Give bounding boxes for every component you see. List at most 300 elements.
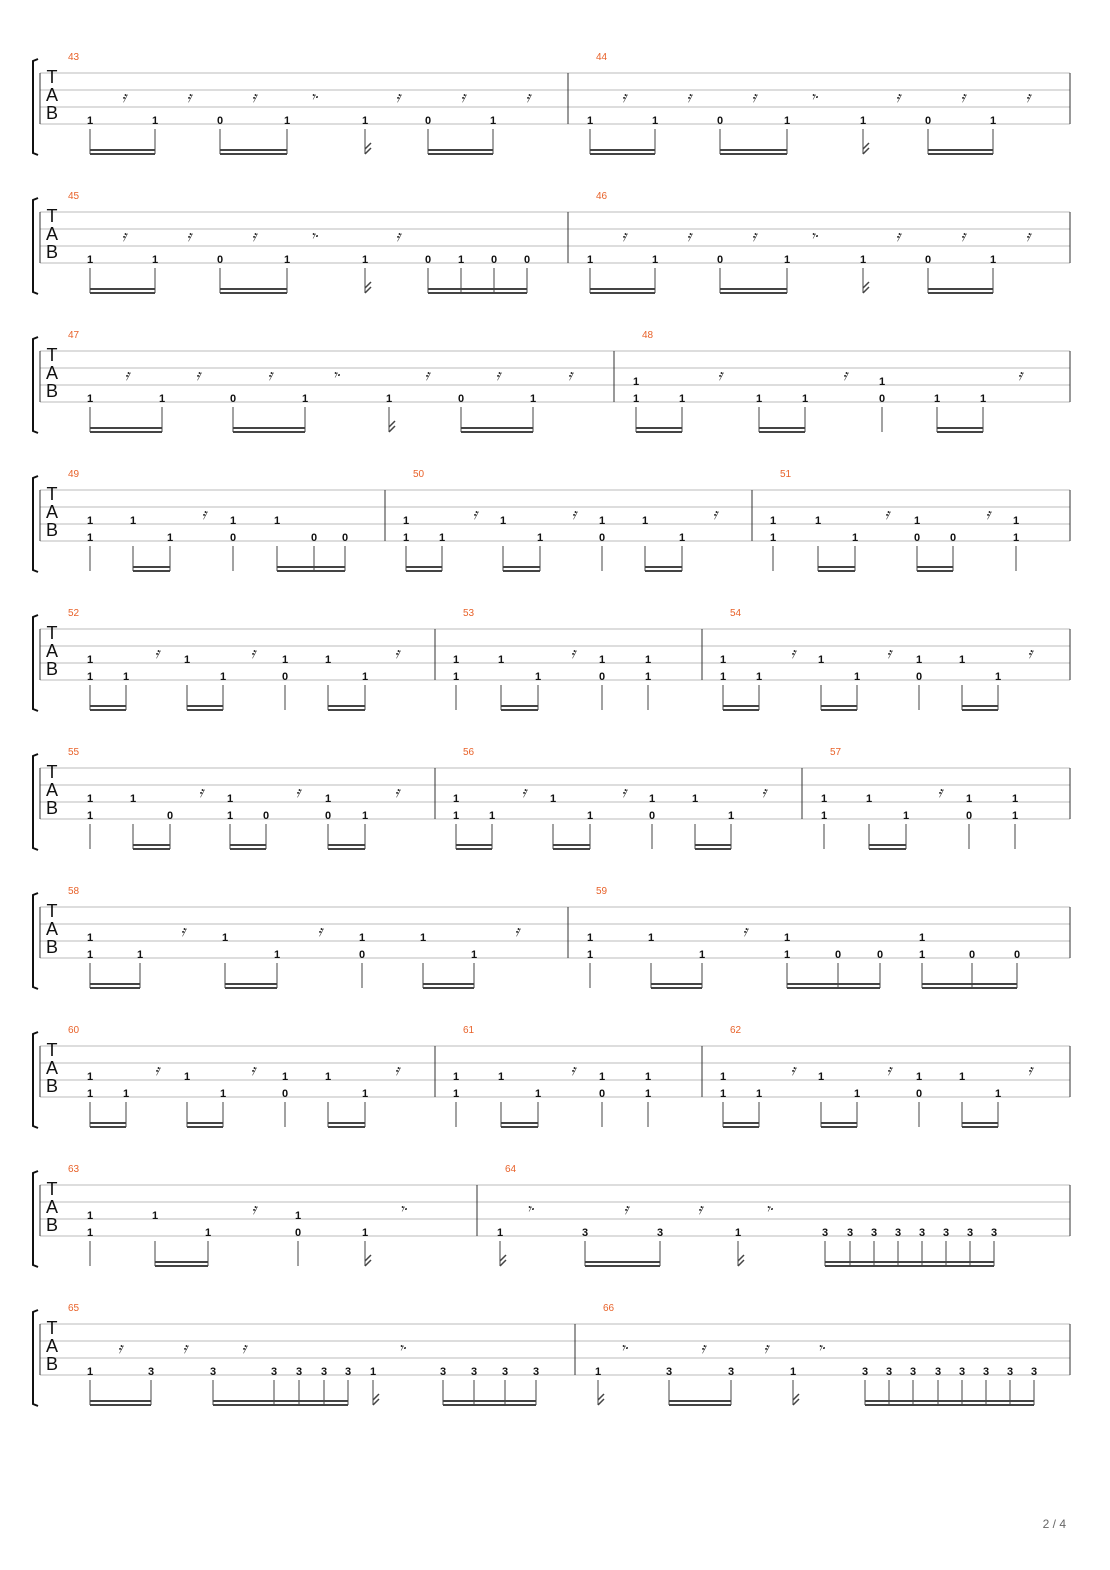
- fret-number: 1: [958, 1071, 966, 1083]
- note-flag: [500, 1255, 506, 1266]
- measure: [821, 747, 1018, 849]
- measure-number: 50: [413, 469, 425, 480]
- fret-number: 0: [229, 532, 237, 544]
- sixteenth-rest: 𝄿: [201, 505, 207, 523]
- measure: [68, 52, 533, 154]
- measure: [68, 1025, 402, 1127]
- tab-clef-letter: T: [46, 1318, 58, 1338]
- sixteenth-rest: 𝄿: [751, 227, 757, 245]
- sixteenth-rest: 𝄿: [241, 1339, 247, 1357]
- sixteenth-rest: 𝄿: [1017, 366, 1023, 384]
- fret-number: 1: [151, 115, 159, 127]
- fret-number: 1: [534, 1088, 542, 1100]
- fret-number: 3: [344, 1366, 352, 1378]
- tab-clef-letter: T: [46, 67, 58, 87]
- fret-number: 1: [324, 654, 332, 666]
- sixteenth-rest: 𝄿: [521, 783, 527, 801]
- sixteenth-rest: 𝄿: [895, 227, 901, 245]
- sixteenth-rest: 𝄿: [700, 1339, 706, 1357]
- fret-number: 1: [361, 671, 369, 683]
- fret-number: 1: [755, 671, 763, 683]
- sixteenth-rest: 𝄿: [763, 1339, 769, 1357]
- sixteenth-rest: 𝄿: [717, 366, 723, 384]
- tab-clef-letter: T: [46, 484, 58, 504]
- fret-number: 1: [281, 1071, 289, 1083]
- fret-number: 3: [990, 1227, 998, 1239]
- measure-number: 58: [68, 886, 80, 897]
- fret-number: 1: [294, 1210, 302, 1222]
- measure: [720, 1025, 1035, 1127]
- fret-number: 1: [86, 793, 94, 805]
- fret-number: 3: [1030, 1366, 1038, 1378]
- note-flag: [738, 1255, 744, 1266]
- measure-number: 51: [780, 469, 792, 480]
- measure-number: 55: [68, 747, 80, 758]
- fret-number: 1: [151, 254, 159, 266]
- fret-number: 1: [219, 1088, 227, 1100]
- fret-number: 1: [183, 1071, 191, 1083]
- sixteenth-rest: 𝄿: [154, 644, 160, 662]
- fret-number: 1: [324, 793, 332, 805]
- fret-number: 1: [979, 393, 987, 405]
- staff-system: [33, 191, 1070, 294]
- fret-number: 1: [229, 515, 237, 527]
- fret-number: 1: [651, 254, 659, 266]
- fret-number: 3: [727, 1366, 735, 1378]
- staff-system: [33, 1303, 1070, 1406]
- measure-number: 48: [642, 330, 654, 341]
- fret-number: 1: [594, 1366, 602, 1378]
- fret-number: 1: [641, 515, 649, 527]
- measure-number: 45: [68, 191, 80, 202]
- measure: [453, 747, 769, 849]
- fret-number: 1: [994, 671, 1002, 683]
- fret-number: 3: [470, 1366, 478, 1378]
- fret-number: 1: [358, 932, 366, 944]
- sixteenth-rest: 𝄿: [251, 88, 257, 106]
- eighth-dotted-rest: 𝄾·: [310, 88, 320, 106]
- fret-number: 1: [529, 393, 537, 405]
- fret-number: 1: [497, 1071, 505, 1083]
- fret-number: 1: [452, 810, 460, 822]
- fret-number: 0: [1013, 949, 1021, 961]
- fret-number: 0: [949, 532, 957, 544]
- sixteenth-rest: 𝄿: [186, 88, 192, 106]
- fret-number: 1: [534, 671, 542, 683]
- fret-number: 1: [789, 1366, 797, 1378]
- fret-number: 0: [598, 532, 606, 544]
- fret-number: 1: [166, 532, 174, 544]
- system-bracket: [33, 754, 38, 850]
- fret-number: 1: [369, 1366, 377, 1378]
- measure-number: 64: [505, 1164, 517, 1175]
- fret-number: 3: [581, 1227, 589, 1239]
- fret-number: 1: [586, 810, 594, 822]
- measure: [453, 1025, 651, 1127]
- fret-number: 0: [915, 671, 923, 683]
- fret-number: 0: [229, 393, 237, 405]
- fret-number: 0: [262, 810, 270, 822]
- fret-number: 1: [86, 1210, 94, 1222]
- sixteenth-rest: 𝄿: [886, 644, 892, 662]
- fret-number: 1: [734, 1227, 742, 1239]
- fret-number: 1: [817, 1071, 825, 1083]
- measure: [68, 747, 402, 849]
- fret-number: 1: [783, 254, 791, 266]
- measure: [587, 191, 1033, 293]
- fret-number: 0: [281, 671, 289, 683]
- fret-number: 1: [678, 393, 686, 405]
- fret-number: 1: [727, 810, 735, 822]
- sixteenth-rest: 𝄿: [567, 366, 573, 384]
- fret-number: 3: [821, 1227, 829, 1239]
- sixteenth-rest: 𝄿: [623, 1200, 629, 1218]
- sixteenth-rest: 𝄿: [317, 922, 323, 940]
- fret-number: 1: [913, 515, 921, 527]
- sixteenth-rest: 𝄿: [686, 227, 692, 245]
- fret-number: 1: [586, 949, 594, 961]
- fret-number: 0: [598, 1088, 606, 1100]
- fret-number: 1: [204, 1227, 212, 1239]
- fret-number: 1: [122, 671, 130, 683]
- fret-number: 1: [647, 932, 655, 944]
- fret-number: 1: [273, 515, 281, 527]
- tab-clef-letter: T: [46, 1040, 58, 1060]
- fret-number: 1: [644, 1071, 652, 1083]
- tab-clef-letter: A: [45, 1336, 59, 1356]
- measure: [68, 1164, 408, 1266]
- fret-number: 3: [320, 1366, 328, 1378]
- system-bracket: [33, 476, 38, 572]
- sixteenth-rest: 𝄿: [394, 783, 400, 801]
- eighth-dotted-rest: 𝄾·: [620, 1339, 630, 1357]
- fret-number: 0: [878, 393, 886, 405]
- sixteenth-rest: 𝄿: [985, 505, 991, 523]
- measure-number: 46: [596, 191, 608, 202]
- fret-number: 1: [470, 949, 478, 961]
- fret-number: 1: [769, 515, 777, 527]
- fret-number: 0: [915, 1088, 923, 1100]
- tab-clef-letter: B: [45, 937, 59, 957]
- fret-number: 3: [870, 1227, 878, 1239]
- tab-clef-letter: B: [45, 659, 59, 679]
- fret-number: 3: [958, 1366, 966, 1378]
- tab-clef-letter: A: [45, 1058, 59, 1078]
- fret-number: 1: [1012, 532, 1020, 544]
- fret-number: 1: [86, 115, 94, 127]
- fret-number: 1: [129, 515, 137, 527]
- fret-number: 1: [86, 932, 94, 944]
- sixteenth-rest: 𝄿: [886, 1061, 892, 1079]
- fret-number: 3: [966, 1227, 974, 1239]
- fret-number: 3: [501, 1366, 509, 1378]
- sixteenth-rest: 𝄿: [570, 644, 576, 662]
- sixteenth-rest: 𝄿: [751, 88, 757, 106]
- fret-number: 1: [820, 793, 828, 805]
- sixteenth-rest: 𝄿: [570, 1061, 576, 1079]
- fret-number: 1: [915, 1071, 923, 1083]
- measure: [497, 1164, 997, 1266]
- fret-number: 1: [361, 1088, 369, 1100]
- staff-system: [33, 52, 1070, 155]
- staff-system: [33, 469, 1070, 572]
- fret-number: 1: [644, 671, 652, 683]
- measure-number: 63: [68, 1164, 80, 1175]
- sixteenth-rest: 𝄿: [1025, 88, 1031, 106]
- fret-number: 1: [136, 949, 144, 961]
- sixteenth-rest: 𝄿: [960, 88, 966, 106]
- fret-number: 1: [221, 932, 229, 944]
- fret-number: 3: [147, 1366, 155, 1378]
- fret-number: 1: [452, 793, 460, 805]
- sixteenth-rest: 𝄿: [121, 227, 127, 245]
- fret-number: 3: [656, 1227, 664, 1239]
- fret-number: 0: [424, 115, 432, 127]
- system-bracket: [33, 1171, 38, 1267]
- tab-clef-letter: T: [46, 762, 58, 782]
- fret-number: 3: [1006, 1366, 1014, 1378]
- sixteenth-rest: 𝄿: [495, 366, 501, 384]
- tab-clef-letter: B: [45, 103, 59, 123]
- fret-number: 1: [719, 1071, 727, 1083]
- fret-number: 1: [536, 532, 544, 544]
- fret-number: 1: [994, 1088, 1002, 1100]
- fret-number: 1: [878, 376, 886, 388]
- sixteenth-rest: 𝄿: [460, 88, 466, 106]
- system-bracket: [33, 615, 38, 711]
- fret-number: 1: [86, 254, 94, 266]
- fret-number: 1: [86, 532, 94, 544]
- fret-number: 1: [859, 254, 867, 266]
- fret-number: 3: [209, 1366, 217, 1378]
- fret-number: 3: [295, 1366, 303, 1378]
- fret-number: 1: [965, 793, 973, 805]
- system-bracket: [33, 198, 38, 294]
- eighth-dotted-rest: 𝄾·: [332, 366, 342, 384]
- note-flag: [373, 1394, 379, 1405]
- staff-system: [33, 1164, 1070, 1267]
- sixteenth-rest: 𝄿: [895, 88, 901, 106]
- fret-number: 1: [86, 654, 94, 666]
- fret-number: 0: [716, 115, 724, 127]
- tab-clef-letter: A: [45, 641, 59, 661]
- tab-clef-letter: B: [45, 1076, 59, 1096]
- fret-number: 1: [86, 1088, 94, 1100]
- measure-number: 61: [463, 1025, 475, 1036]
- measure-number: 56: [463, 747, 475, 758]
- fret-number: 3: [532, 1366, 540, 1378]
- fret-number: 3: [861, 1366, 869, 1378]
- sixteenth-rest: 𝄿: [251, 1200, 257, 1218]
- fret-number: 1: [361, 115, 369, 127]
- sixteenth-rest: 𝄿: [250, 644, 256, 662]
- fret-number: 1: [438, 532, 446, 544]
- fret-number: 1: [452, 671, 460, 683]
- system-bracket: [33, 337, 38, 433]
- system-bracket: [33, 893, 38, 989]
- fret-number: 1: [644, 654, 652, 666]
- measure-number: 59: [596, 886, 608, 897]
- measure: [68, 191, 530, 293]
- measure: [68, 886, 522, 988]
- fret-number: 1: [122, 1088, 130, 1100]
- fret-number: 1: [361, 1227, 369, 1239]
- eighth-dotted-rest: 𝄾·: [526, 1200, 536, 1218]
- eighth-dotted-rest: 𝄾·: [399, 1200, 409, 1218]
- system-bracket: [33, 1032, 38, 1128]
- fret-number: 1: [755, 393, 763, 405]
- measure: [770, 469, 1019, 571]
- fret-number: 1: [989, 254, 997, 266]
- fret-number: 3: [846, 1227, 854, 1239]
- tab-clef-letter: B: [45, 798, 59, 818]
- fret-number: 1: [1012, 515, 1020, 527]
- measure-number: 49: [68, 469, 80, 480]
- fret-number: 1: [989, 115, 997, 127]
- sixteenth-rest: 𝄿: [250, 1061, 256, 1079]
- fret-number: 1: [859, 115, 867, 127]
- sixteenth-rest: 𝄿: [697, 1200, 703, 1218]
- sixteenth-rest: 𝄿: [761, 783, 767, 801]
- sixteenth-rest: 𝄿: [186, 227, 192, 245]
- eighth-dotted-rest: 𝄾·: [817, 1339, 827, 1357]
- sixteenth-rest: 𝄿: [394, 644, 400, 662]
- sixteenth-rest: 𝄿: [394, 1061, 400, 1079]
- staff-system: [33, 330, 1070, 433]
- sixteenth-rest: 𝄿: [525, 88, 531, 106]
- sixteenth-rest: 𝄿: [295, 783, 301, 801]
- fret-number: 1: [853, 1088, 861, 1100]
- fret-number: 1: [598, 515, 606, 527]
- fret-number: 3: [894, 1227, 902, 1239]
- fret-number: 1: [644, 1088, 652, 1100]
- fret-number: 1: [678, 532, 686, 544]
- fret-number: 0: [294, 1227, 302, 1239]
- note-flag: [365, 282, 371, 293]
- sixteenth-rest: 𝄿: [124, 366, 130, 384]
- fret-number: 0: [598, 671, 606, 683]
- measure-number: 62: [730, 1025, 742, 1036]
- sixteenth-rest: 𝄿: [621, 783, 627, 801]
- fret-number: 0: [341, 532, 349, 544]
- fret-number: 1: [933, 393, 941, 405]
- fret-number: 1: [86, 1071, 94, 1083]
- fret-number: 1: [457, 254, 465, 266]
- fret-number: 0: [457, 393, 465, 405]
- tab-clef-letter: T: [46, 1179, 58, 1199]
- sixteenth-rest: 𝄿: [712, 505, 718, 523]
- sixteenth-rest: 𝄿: [182, 1339, 188, 1357]
- measure: [68, 330, 575, 432]
- sixteenth-rest: 𝄿: [790, 1061, 796, 1079]
- fret-number: 1: [817, 654, 825, 666]
- tab-clef-letter: A: [45, 85, 59, 105]
- fret-number: 3: [270, 1366, 278, 1378]
- system-bracket: [33, 59, 38, 155]
- staff-system: [33, 1025, 1070, 1128]
- fret-number: 3: [439, 1366, 447, 1378]
- fret-number: 0: [965, 810, 973, 822]
- sixteenth-rest: 𝄿: [884, 505, 890, 523]
- fret-number: 1: [129, 793, 137, 805]
- fret-number: 3: [934, 1366, 942, 1378]
- fret-number: 1: [324, 1071, 332, 1083]
- fret-number: 0: [216, 115, 224, 127]
- fret-number: 1: [489, 115, 497, 127]
- fret-number: 0: [913, 532, 921, 544]
- fret-number: 1: [769, 532, 777, 544]
- sixteenth-rest: 𝄿: [1027, 1061, 1033, 1079]
- fret-number: 3: [885, 1366, 893, 1378]
- fret-number: 1: [549, 793, 557, 805]
- fret-number: 3: [982, 1366, 990, 1378]
- fret-number: 1: [598, 654, 606, 666]
- fret-number: 3: [665, 1366, 673, 1378]
- fret-number: 1: [281, 654, 289, 666]
- fret-number: 0: [166, 810, 174, 822]
- sixteenth-rest: 𝄿: [198, 783, 204, 801]
- fret-number: 0: [968, 949, 976, 961]
- fret-number: 1: [496, 1227, 504, 1239]
- fret-number: 0: [281, 1088, 289, 1100]
- fret-number: 0: [876, 949, 884, 961]
- tab-clef-letter: B: [45, 1354, 59, 1374]
- fret-number: 1: [958, 654, 966, 666]
- measure: [587, 52, 1033, 154]
- sixteenth-rest: 𝄿: [424, 366, 430, 384]
- fret-number: 1: [226, 810, 234, 822]
- fret-number: 1: [385, 393, 393, 405]
- fret-number: 1: [86, 1366, 94, 1378]
- tab-clef-letter: A: [45, 780, 59, 800]
- fret-number: 1: [918, 932, 926, 944]
- measure: [595, 1303, 1037, 1405]
- sixteenth-rest: 𝄿: [395, 227, 401, 245]
- fret-number: 1: [719, 671, 727, 683]
- measure-number: 65: [68, 1303, 80, 1314]
- sixteenth-rest: 𝄿: [686, 88, 692, 106]
- fret-number: 1: [783, 932, 791, 944]
- measure: [633, 330, 1025, 432]
- tab-clef-letter: A: [45, 1197, 59, 1217]
- fret-number: 1: [86, 671, 94, 683]
- sixteenth-rest: 𝄿: [1025, 227, 1031, 245]
- fret-number: 1: [853, 671, 861, 683]
- fret-number: 1: [226, 793, 234, 805]
- fret-number: 1: [488, 810, 496, 822]
- sixteenth-rest: 𝄿: [960, 227, 966, 245]
- fret-number: 1: [86, 515, 94, 527]
- fret-number: 1: [648, 793, 656, 805]
- fret-number: 1: [402, 532, 410, 544]
- tab-clef-letter: B: [45, 1215, 59, 1235]
- fret-number: 0: [648, 810, 656, 822]
- fret-number: 1: [1011, 793, 1019, 805]
- fret-number: 1: [86, 1227, 94, 1239]
- fret-number: 1: [273, 949, 281, 961]
- staff-system: [33, 886, 1070, 989]
- tab-clef-letter: A: [45, 502, 59, 522]
- sixteenth-rest: 𝄿: [514, 922, 520, 940]
- fret-number: 1: [361, 254, 369, 266]
- note-flag: [365, 1255, 371, 1266]
- sixteenth-rest: 𝄿: [195, 366, 201, 384]
- fret-number: 1: [452, 1088, 460, 1100]
- fret-number: 1: [499, 515, 507, 527]
- sixteenth-rest: 𝄿: [842, 366, 848, 384]
- fret-number: 0: [523, 254, 531, 266]
- eighth-dotted-rest: 𝄾·: [398, 1339, 408, 1357]
